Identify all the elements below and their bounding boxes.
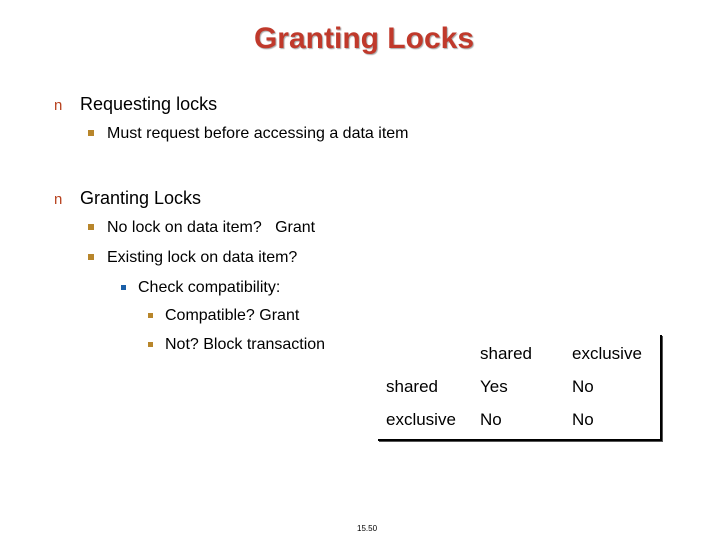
sub-bullet-compatible (148, 307, 299, 325)
sub-bullet-must-request (88, 125, 409, 143)
bullet-granting-locks (54, 188, 201, 209)
square-bullet-icon (121, 285, 126, 290)
square-bullet-icon (88, 254, 94, 260)
sub-bullet-check-compatibility (121, 279, 280, 297)
bullet-marker-icon: n (54, 97, 63, 114)
square-bullet-icon (88, 224, 94, 230)
square-bullet-icon (88, 130, 94, 136)
sub-bullet-existing-lock (88, 249, 297, 267)
bullet-marker-icon: n (54, 191, 63, 208)
matrix-row-header-shared: shared (386, 377, 438, 396)
sub-bullet-no-lock (88, 219, 315, 237)
sub-bullet-label: Compatible? Grant (165, 307, 300, 324)
square-bullet-icon (148, 313, 153, 318)
compatibility-matrix (378, 335, 662, 441)
matrix-cell-shared-shared: Yes (480, 377, 508, 396)
matrix-row-header-exclusive: exclusive (386, 410, 456, 429)
sub-bullet-label: Not? Block transaction (165, 336, 326, 353)
slide-title: Granting Locks (253, 22, 475, 55)
matrix-cell-shared-exclusive: No (572, 377, 594, 396)
sub-bullet-not-compatible (148, 336, 325, 354)
page-number: 15.50 (357, 524, 378, 533)
bullet-label: Granting Locks (80, 188, 202, 208)
sub-bullet-label: Check compatibility: (138, 279, 281, 296)
sub-bullet-label: Existing lock on data item? (107, 249, 298, 266)
square-bullet-icon (148, 342, 153, 347)
bullet-label: Requesting locks (80, 94, 218, 114)
sub-bullet-label: Must request before accessing a data item (107, 125, 409, 142)
matrix-cell-exclusive-shared: No (480, 410, 502, 429)
bullet-requesting-locks (54, 94, 217, 115)
sub-bullet-label: No lock on data item? Grant (107, 219, 316, 236)
matrix-col-header-shared: shared (480, 344, 532, 363)
matrix-cell-exclusive-exclusive: No (572, 410, 594, 429)
matrix-col-header-exclusive: exclusive (572, 344, 642, 363)
